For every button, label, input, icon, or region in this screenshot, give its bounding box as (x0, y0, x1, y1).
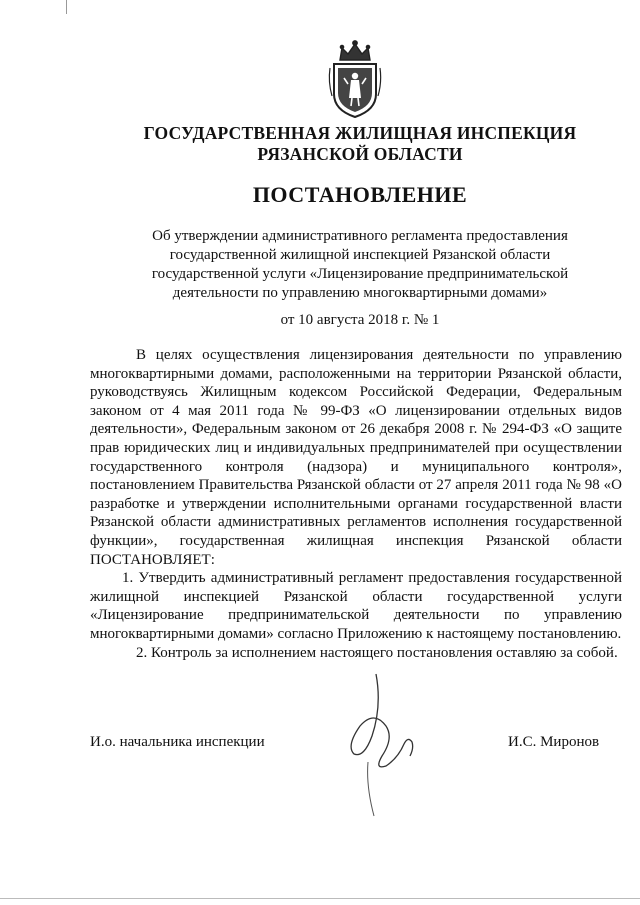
organization-name-line1: ГОСУДАРСТВЕННАЯ ЖИЛИЩНАЯ ИНСПЕКЦИЯ (143, 123, 577, 143)
subject-line: государственной жилищной инспекцией Рязанской области (169, 247, 551, 263)
resolution-item-1: 1. Утвердить административный регламент предоставления государственной жилищной инспекцией Рязанской области государственной услуги «Лицензирование предпринимательской деятельности по управлению многоквартирными домами» согласно Приложению к настоящему постановлению. (90, 570, 622, 642)
document-date-number: от 10 августа 2018 г. № 1 (280, 312, 440, 328)
document-body (90, 346, 622, 662)
signatory-name: И.С. Миронов (508, 734, 600, 750)
document-type-title: ПОСТАНОВЛЕНИЕ (252, 182, 468, 207)
ryazan-coat-of-arms-icon (326, 38, 384, 120)
document-subject (90, 227, 630, 303)
scan-edge-line (66, 0, 67, 14)
scan-edge-line (0, 898, 640, 899)
subject-line: Об утверждении административного регламента предоставления (152, 228, 568, 244)
handwritten-signature-icon (338, 666, 428, 826)
subject-line: деятельности по управлению многоквартирными домами» (172, 285, 548, 301)
preamble-paragraph: В целях осуществления лицензирования деятельности по управлению многоквартирными домами, расположенными на территории Рязанской области, руководствуясь Жилищным кодексом Российской Федерации, Федеральным законом от 4 мая 2011 года № 99-ФЗ «О лицензировании отдельных видов деятельности», Федеральным законом от 26 декабря 2008 г. № 294-ФЗ «О защите прав юридических лиц и индивидуальных предпринимателей при осуществлении государственного контроля (надзора) и муниципального контроля», постановлением Правительства Рязанской области от 27 апреля 2011 года № 98 «О разработке и утверждении исполнительными органами государственной власти Рязанской области административных регламентов исполнения государственной функции», государственная жилищная инспекция Рязанской области ПОСТАНОВЛЯЕТ: (90, 347, 622, 568)
resolution-item-2: 2. Контроль за исполнением настоящего постановления оставляю за собой. (136, 644, 618, 661)
organization-name-line2: РЯЗАНСКОЙ ОБЛАСТИ (257, 144, 463, 164)
subject-line: государственной услуги «Лицензирование предпринимательской (151, 266, 569, 282)
signatory-title: И.о. начальника инспекции (90, 734, 265, 750)
